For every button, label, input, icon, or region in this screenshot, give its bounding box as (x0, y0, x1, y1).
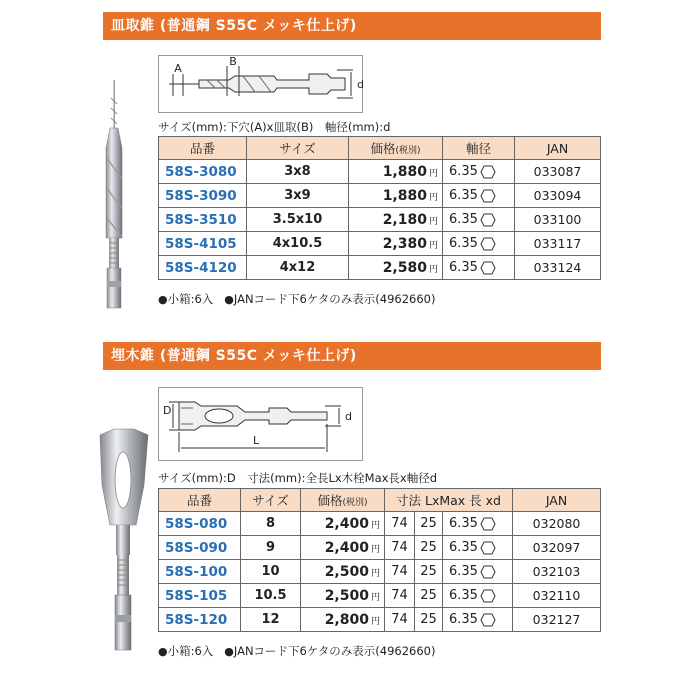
section2-title-bar (103, 342, 601, 370)
shaft-diameter: 6.35 (449, 588, 478, 603)
shaft-diameter: 6.35 (449, 516, 478, 531)
shaft-diameter: 6.35 (449, 236, 478, 251)
header-price: 価格(税別) (349, 137, 443, 160)
shaft-cell (443, 232, 515, 256)
hex-shank-icon (480, 261, 496, 275)
header-jan: JAN (513, 489, 601, 512)
shaft-diameter: 6.35 (449, 260, 478, 275)
max-length-cell: 25 (415, 560, 443, 584)
diagram-label-a: A (174, 62, 182, 75)
price-cell (349, 208, 443, 232)
shaft-diameter: 6.35 (449, 188, 478, 203)
size-cell: 9 (241, 536, 301, 560)
table-header-row (159, 137, 601, 160)
table-row (159, 536, 601, 560)
table-row (159, 184, 601, 208)
table-row (159, 256, 601, 280)
price-cell (301, 512, 385, 536)
table-row (159, 232, 601, 256)
jan-code: 033124 (515, 256, 601, 280)
shaft-diameter: 6.35 (449, 540, 478, 555)
shaft-diameter: 6.35 (449, 212, 478, 227)
yen-unit: 円 (370, 568, 380, 579)
part-number: 58S-105 (159, 584, 241, 608)
plug-cutter-photo (92, 425, 154, 665)
max-length-cell: 25 (415, 608, 443, 632)
part-number: 58S-4105 (159, 232, 247, 256)
price-value: 2,500 (324, 587, 369, 604)
header-jan: JAN (515, 137, 601, 160)
header-shaft: 軸径 (443, 137, 515, 160)
note-box-qty: 小箱:6入 (167, 292, 214, 306)
part-number: 58S-3510 (159, 208, 247, 232)
section1-subtitle: サイズ(mm):下穴(A)x皿取(B) 軸径(mm):d (158, 120, 391, 134)
price-cell (301, 560, 385, 584)
jan-code: 032080 (513, 512, 601, 536)
hex-shank-icon (480, 541, 496, 555)
countersink-drill-photo (100, 78, 128, 318)
section2-title: 埋木錐 (普通鋼 S55C メッキ仕上げ) (111, 348, 357, 364)
jan-code: 033087 (515, 160, 601, 184)
part-number: 58S-3090 (159, 184, 247, 208)
table-row (159, 160, 601, 184)
length-cell: 74 (385, 560, 415, 584)
shaft-cell (443, 536, 513, 560)
jan-code: 032110 (513, 584, 601, 608)
price-cell (349, 232, 443, 256)
part-number: 58S-100 (159, 560, 241, 584)
length-cell: 74 (385, 512, 415, 536)
price-cell (301, 608, 385, 632)
diagram-label-d-shaft: d (345, 410, 352, 423)
yen-unit: 円 (428, 192, 438, 203)
table-row (159, 584, 601, 608)
yen-unit: 円 (428, 216, 438, 227)
jan-code: 033094 (515, 184, 601, 208)
price-value: 2,380 (382, 235, 427, 252)
diagram-label-d: d (357, 78, 364, 91)
diagram-label-D: D (163, 404, 172, 417)
table-row (159, 608, 601, 632)
jan-code: 032127 (513, 608, 601, 632)
price-value: 1,880 (382, 163, 427, 180)
header-price: 価格(税別) (301, 489, 385, 512)
jan-code: 033117 (515, 232, 601, 256)
section1-notes: ●小箱:6入 ●JANコード下6ケタのみ表示(4962660) (158, 292, 436, 306)
price-value: 2,180 (382, 211, 427, 228)
hex-shank-icon (480, 613, 496, 627)
yen-unit: 円 (428, 168, 438, 179)
header-part: 品番 (159, 489, 241, 512)
length-cell: 74 (385, 536, 415, 560)
jan-code: 032103 (513, 560, 601, 584)
size-cell: 12 (241, 608, 301, 632)
hex-shank-icon (480, 589, 496, 603)
shaft-cell (443, 584, 513, 608)
jan-code: 032097 (513, 536, 601, 560)
shaft-diameter: 6.35 (449, 564, 478, 579)
max-length-cell: 25 (415, 512, 443, 536)
hex-shank-icon (480, 165, 496, 179)
diagram-label-b: B (229, 56, 237, 68)
hex-shank-icon (480, 517, 496, 531)
price-value: 1,880 (382, 187, 427, 204)
max-length-cell: 25 (415, 584, 443, 608)
section1-title: 皿取錐 (普通鋼 S55C メッキ仕上げ) (111, 18, 357, 34)
part-number: 58S-4120 (159, 256, 247, 280)
price-value: 2,500 (324, 563, 369, 580)
size-cell: 3.5x10 (247, 208, 349, 232)
header-size: サイズ (247, 137, 349, 160)
countersink-diagram (158, 55, 363, 113)
size-cell: 10 (241, 560, 301, 584)
price-cell (349, 160, 443, 184)
table-row (159, 512, 601, 536)
section1-spec-table (158, 136, 601, 280)
price-value: 2,800 (324, 611, 369, 628)
yen-unit: 円 (428, 240, 438, 251)
hex-shank-icon (480, 565, 496, 579)
table-row (159, 208, 601, 232)
hex-shank-icon (480, 237, 496, 251)
part-number: 58S-120 (159, 608, 241, 632)
part-number: 58S-3080 (159, 160, 247, 184)
shaft-cell (443, 608, 513, 632)
price-value: 2,400 (324, 515, 369, 532)
shaft-cell (443, 512, 513, 536)
hex-shank-icon (480, 189, 496, 203)
size-cell: 3x8 (247, 160, 349, 184)
price-value: 2,580 (382, 259, 427, 276)
shaft-cell (443, 256, 515, 280)
size-cell: 3x9 (247, 184, 349, 208)
yen-unit: 円 (370, 592, 380, 603)
shaft-diameter: 6.35 (449, 612, 478, 627)
header-part: 品番 (159, 137, 247, 160)
table-header-row (159, 489, 601, 512)
diagram-label-L: L (253, 434, 260, 447)
header-size: サイズ (241, 489, 301, 512)
yen-unit: 円 (370, 616, 380, 627)
part-number: 58S-090 (159, 536, 241, 560)
price-cell (301, 536, 385, 560)
size-cell: 8 (241, 512, 301, 536)
header-dimensions: 寸法 LxMax 長 xd (385, 489, 513, 512)
length-cell: 74 (385, 608, 415, 632)
shaft-cell (443, 184, 515, 208)
hex-shank-icon (480, 213, 496, 227)
section1-title-bar (103, 12, 601, 40)
plug-cutter-diagram (158, 387, 363, 461)
size-cell: 4x10.5 (247, 232, 349, 256)
yen-unit: 円 (370, 544, 380, 555)
jan-code: 033100 (515, 208, 601, 232)
part-number: 58S-080 (159, 512, 241, 536)
shaft-diameter: 6.35 (449, 164, 478, 179)
size-cell: 10.5 (241, 584, 301, 608)
note-jan: JANコード下6ケタのみ表示(4962660) (233, 292, 436, 306)
yen-unit: 円 (370, 520, 380, 531)
max-length-cell: 25 (415, 536, 443, 560)
section2-spec-table (158, 488, 601, 632)
section2-subtitle: サイズ(mm):D 寸法(mm):全長Lx木栓Max長x軸径d (158, 471, 438, 485)
note-box-qty: 小箱:6入 (167, 644, 214, 658)
table-row (159, 560, 601, 584)
shaft-cell (443, 208, 515, 232)
price-value: 2,400 (324, 539, 369, 556)
price-cell (349, 184, 443, 208)
size-cell: 4x12 (247, 256, 349, 280)
shaft-cell (443, 560, 513, 584)
note-jan: JANコード下6ケタのみ表示(4962660) (233, 644, 436, 658)
yen-unit: 円 (428, 264, 438, 275)
price-cell (349, 256, 443, 280)
price-cell (301, 584, 385, 608)
section2-notes: ●小箱:6入 ●JANコード下6ケタのみ表示(4962660) (158, 644, 436, 658)
shaft-cell (443, 160, 515, 184)
length-cell: 74 (385, 584, 415, 608)
